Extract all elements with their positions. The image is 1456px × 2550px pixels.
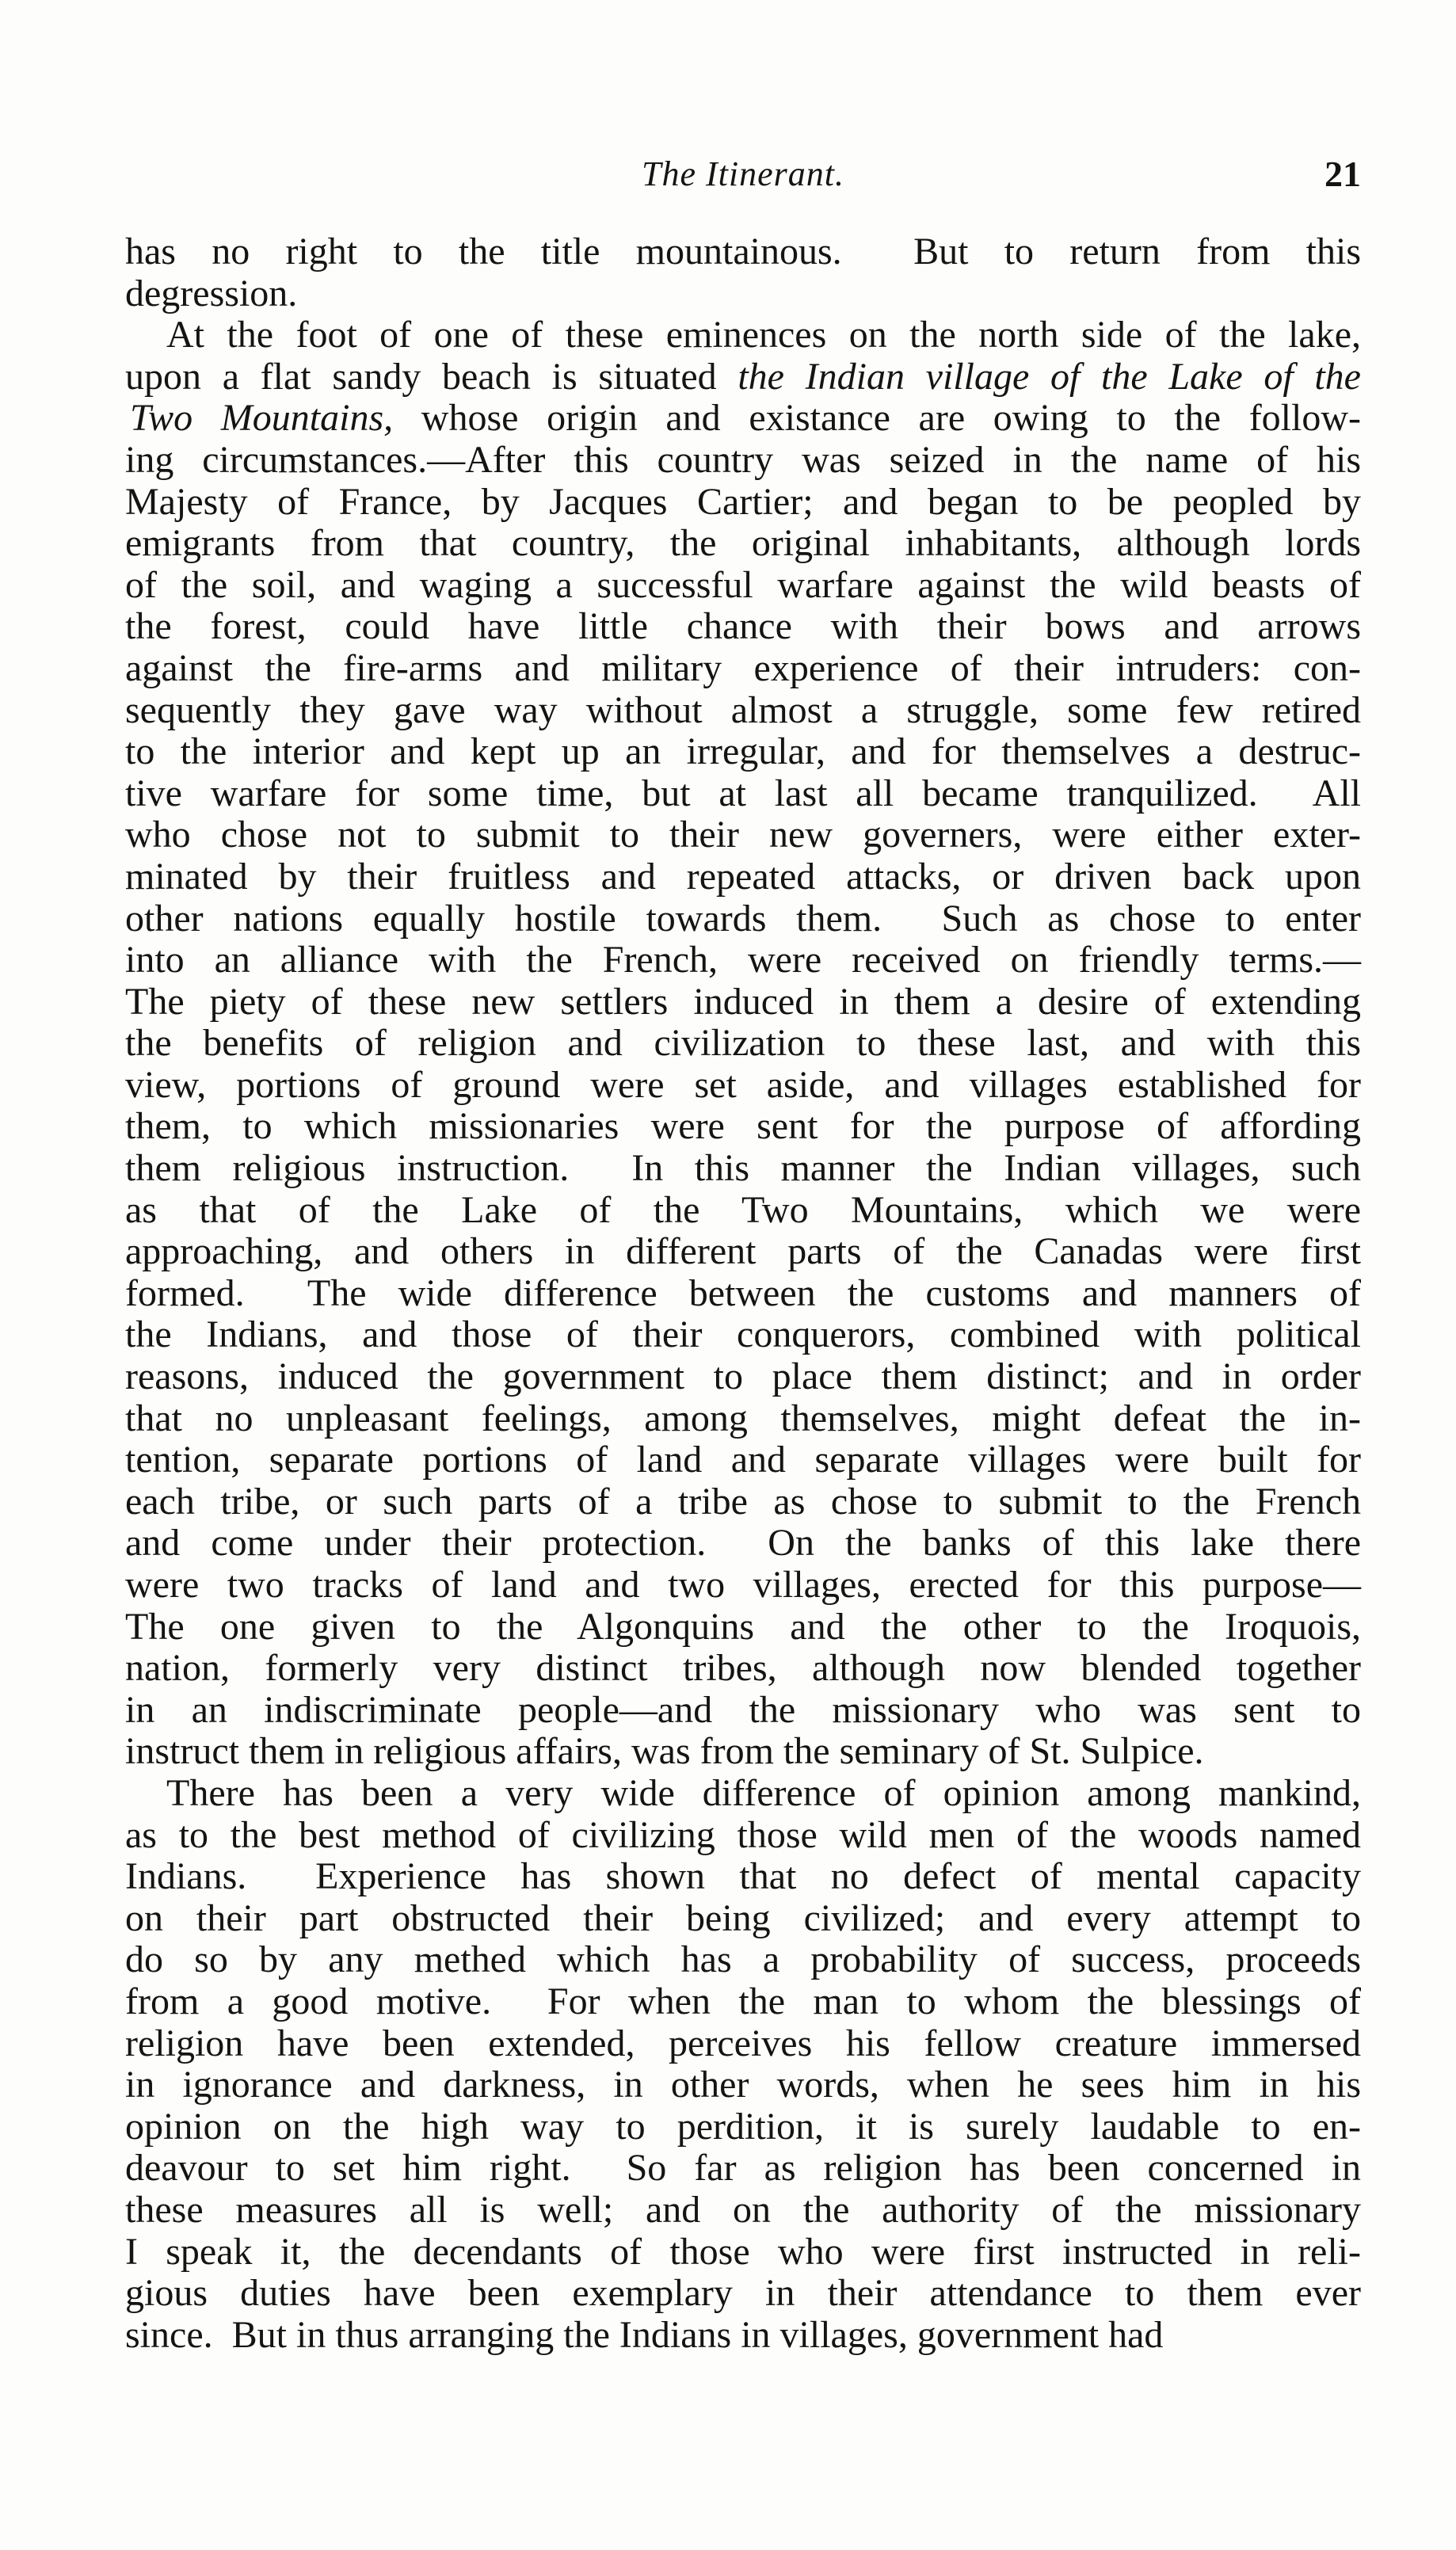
text-line bbox=[125, 1773, 1361, 1815]
body-text bbox=[125, 231, 1361, 2356]
text-line bbox=[125, 1690, 1361, 1732]
text-line bbox=[125, 1607, 1361, 1649]
text-line bbox=[125, 648, 1361, 690]
text-line bbox=[125, 1356, 1361, 1398]
text-line bbox=[125, 1273, 1361, 1315]
text-run: and come under their protection. On the banks of this lake there bbox=[125, 1522, 1361, 1565]
text-line bbox=[125, 273, 1361, 315]
text-run: tive warfare for some time, but at last all became tranquilized. All bbox=[125, 772, 1361, 814]
text-line bbox=[125, 2232, 1361, 2274]
text-run: from a good motive. For when the man to whom the blessings of bbox=[125, 1980, 1361, 2022]
text-run: degression. bbox=[125, 272, 298, 314]
italic-text: the Indian village of the Lake of the bbox=[738, 355, 1361, 398]
text-run: religion have been extended, perceives his fellow creature immersed bbox=[125, 2022, 1361, 2064]
text-run: has no right to the title mountainous. But to return from this bbox=[125, 231, 1361, 273]
text-run: that no unpleasant feelings, among themselves, might defeat the in- bbox=[125, 1397, 1361, 1439]
text-run: upon a flat sandy beach is situated bbox=[125, 355, 738, 398]
text-run: The piety of these new settlers induced in them a desire of extending bbox=[125, 980, 1361, 1023]
text-line bbox=[125, 440, 1361, 482]
text-run: into an alliance with the French, were received on friendly terms.— bbox=[125, 939, 1361, 982]
text-line bbox=[125, 1398, 1361, 1440]
text-run: these measures all is well; and on the authority of the missionary bbox=[125, 2188, 1361, 2231]
text-run: since. But in thus arranging the Indians in villages, government had bbox=[125, 2313, 1164, 2356]
text-line bbox=[125, 814, 1361, 856]
text-line bbox=[125, 1190, 1361, 1232]
text-run: the benefits of religion and civilization to these last, and with this bbox=[125, 1022, 1361, 1065]
text-line bbox=[125, 606, 1361, 648]
text-line bbox=[125, 773, 1361, 815]
text-line bbox=[125, 690, 1361, 732]
text-run: them religious instruction. In this manner the Indian villages, such bbox=[125, 1147, 1361, 1190]
text-run: each tribe, or such parts of a tribe as chose to submit to the French bbox=[125, 1480, 1361, 1523]
text-run: approaching, and others in different parts of the Canadas were first bbox=[125, 1230, 1361, 1273]
text-line bbox=[125, 1981, 1361, 2023]
text-line bbox=[125, 1565, 1361, 1607]
text-line bbox=[125, 2023, 1361, 2065]
text-line bbox=[125, 1648, 1361, 1690]
text-line bbox=[125, 1148, 1361, 1190]
text-run: do so by any methed which has a probability of success, proceeds bbox=[125, 1938, 1361, 1981]
text-line bbox=[125, 356, 1361, 398]
text-line bbox=[125, 1065, 1361, 1107]
text-run: the forest, could have little chance with their bows and arrows bbox=[125, 605, 1361, 648]
text-line bbox=[125, 1898, 1361, 1940]
text-line bbox=[125, 1106, 1361, 1148]
text-run: them, to which missionaries were sent for the purpose of affording bbox=[125, 1105, 1361, 1148]
running-title: The Itinerant. bbox=[642, 154, 844, 193]
text-run: emigrants from that country, the original inhabitants, although lords bbox=[125, 522, 1361, 565]
text-line bbox=[125, 731, 1361, 773]
text-run: opinion on the high way to perdition, it is surely laudable to en- bbox=[125, 2105, 1361, 2148]
text-run: other nations equally hostile towards them. Such as chose to enter bbox=[125, 897, 1361, 940]
text-run: whose origin and existance are owing to the follow- bbox=[393, 397, 1362, 440]
text-line bbox=[125, 2315, 1361, 2357]
text-line bbox=[125, 1523, 1361, 1565]
text-run: of the soil, and waging a successful warfare against the wild beasts of bbox=[125, 563, 1361, 606]
text-line bbox=[125, 1815, 1361, 1857]
text-run: to the interior and kept up an irregular, and for themselves a destruc- bbox=[125, 730, 1361, 773]
text-line bbox=[125, 1439, 1361, 1481]
text-run: At the foot of one of these eminences on the north side of the lake, bbox=[166, 314, 1361, 356]
text-line bbox=[125, 1731, 1361, 1773]
text-run: tention, separate portions of land and separate villages were built for bbox=[125, 1439, 1361, 1481]
running-head bbox=[125, 151, 1361, 198]
text-run: as that of the Lake of the Two Mountains, which we were bbox=[125, 1188, 1361, 1231]
text-line bbox=[125, 940, 1361, 982]
text-run: in ignorance and darkness, in other words, when he sees him in his bbox=[125, 2064, 1361, 2106]
text-run: Majesty of France, by Jacques Cartier; and began to be peopled by bbox=[125, 480, 1361, 523]
text-run: reasons, induced the government to place them distinct; and in order bbox=[125, 1355, 1361, 1398]
text-line bbox=[125, 314, 1361, 356]
text-run: the Indians, and those of their conquerors, combined with political bbox=[125, 1313, 1361, 1356]
text-run: view, portions of ground were set aside, and villages established for bbox=[125, 1063, 1361, 1106]
text-line bbox=[125, 398, 1361, 440]
text-line bbox=[125, 2273, 1361, 2315]
text-line bbox=[125, 523, 1361, 565]
text-line bbox=[125, 2148, 1361, 2190]
text-run: minated by their fruitless and repeated attacks, or driven back upon bbox=[125, 855, 1361, 898]
text-line bbox=[125, 1856, 1361, 1898]
italic-text: Two Mountains, bbox=[130, 397, 394, 440]
text-line bbox=[125, 856, 1361, 898]
text-run: sequently they gave way without almost a struggle, some few retired bbox=[125, 688, 1361, 731]
text-run: were two tracks of land and two villages, erected for this purpose— bbox=[125, 1564, 1361, 1606]
text-line bbox=[125, 2106, 1361, 2148]
text-line bbox=[125, 1939, 1361, 1981]
text-line bbox=[125, 1481, 1361, 1523]
text-run: in an indiscriminate people—and the missionary who was sent to bbox=[125, 1688, 1361, 1731]
text-line bbox=[125, 898, 1361, 940]
text-line bbox=[125, 565, 1361, 607]
text-run: formed. The wide difference between the customs and manners of bbox=[125, 1271, 1361, 1314]
text-line bbox=[125, 1314, 1361, 1356]
text-line bbox=[125, 231, 1361, 273]
text-line bbox=[125, 1231, 1361, 1273]
text-run: against the fire-arms and military experience of their intruders: con- bbox=[125, 646, 1361, 689]
text-line bbox=[125, 1023, 1361, 1065]
text-line bbox=[125, 482, 1361, 524]
text-line bbox=[125, 2190, 1361, 2232]
text-run: who chose not to submit to their new governers, were either exter- bbox=[125, 814, 1361, 856]
text-run: instruct them in religious affairs, was from the seminary of St. Sulpice. bbox=[125, 1730, 1204, 1773]
text-run: There has been a very wide difference of opinion among mankind, bbox=[166, 1771, 1361, 1814]
text-run: deavour to set him right. So far as religion has been concerned in bbox=[125, 2147, 1361, 2190]
text-run: as to the best method of civilizing those wild men of the woods named bbox=[125, 1813, 1361, 1856]
text-run: nation, formerly very distinct tribes, although now blended together bbox=[125, 1647, 1361, 1690]
text-run: I speak it, the decendants of those who were first instructed in reli- bbox=[125, 2230, 1361, 2273]
text-run: The one given to the Algonquins and the other to the Iroquois, bbox=[125, 1605, 1361, 1648]
text-run: gious duties have been exemplary in their attendance to them ever bbox=[125, 2272, 1361, 2315]
text-run: Indians. Experience has shown that no defect of mental capacity bbox=[125, 1855, 1361, 1898]
text-line bbox=[125, 2064, 1361, 2106]
page-number: 21 bbox=[1325, 154, 1361, 194]
text-line bbox=[125, 982, 1361, 1023]
text-run: on their part obstructed their being civilized; and every attempt to bbox=[125, 1896, 1361, 1939]
text-run: ing circumstances.—After this country was seized in the name of his bbox=[125, 438, 1361, 481]
